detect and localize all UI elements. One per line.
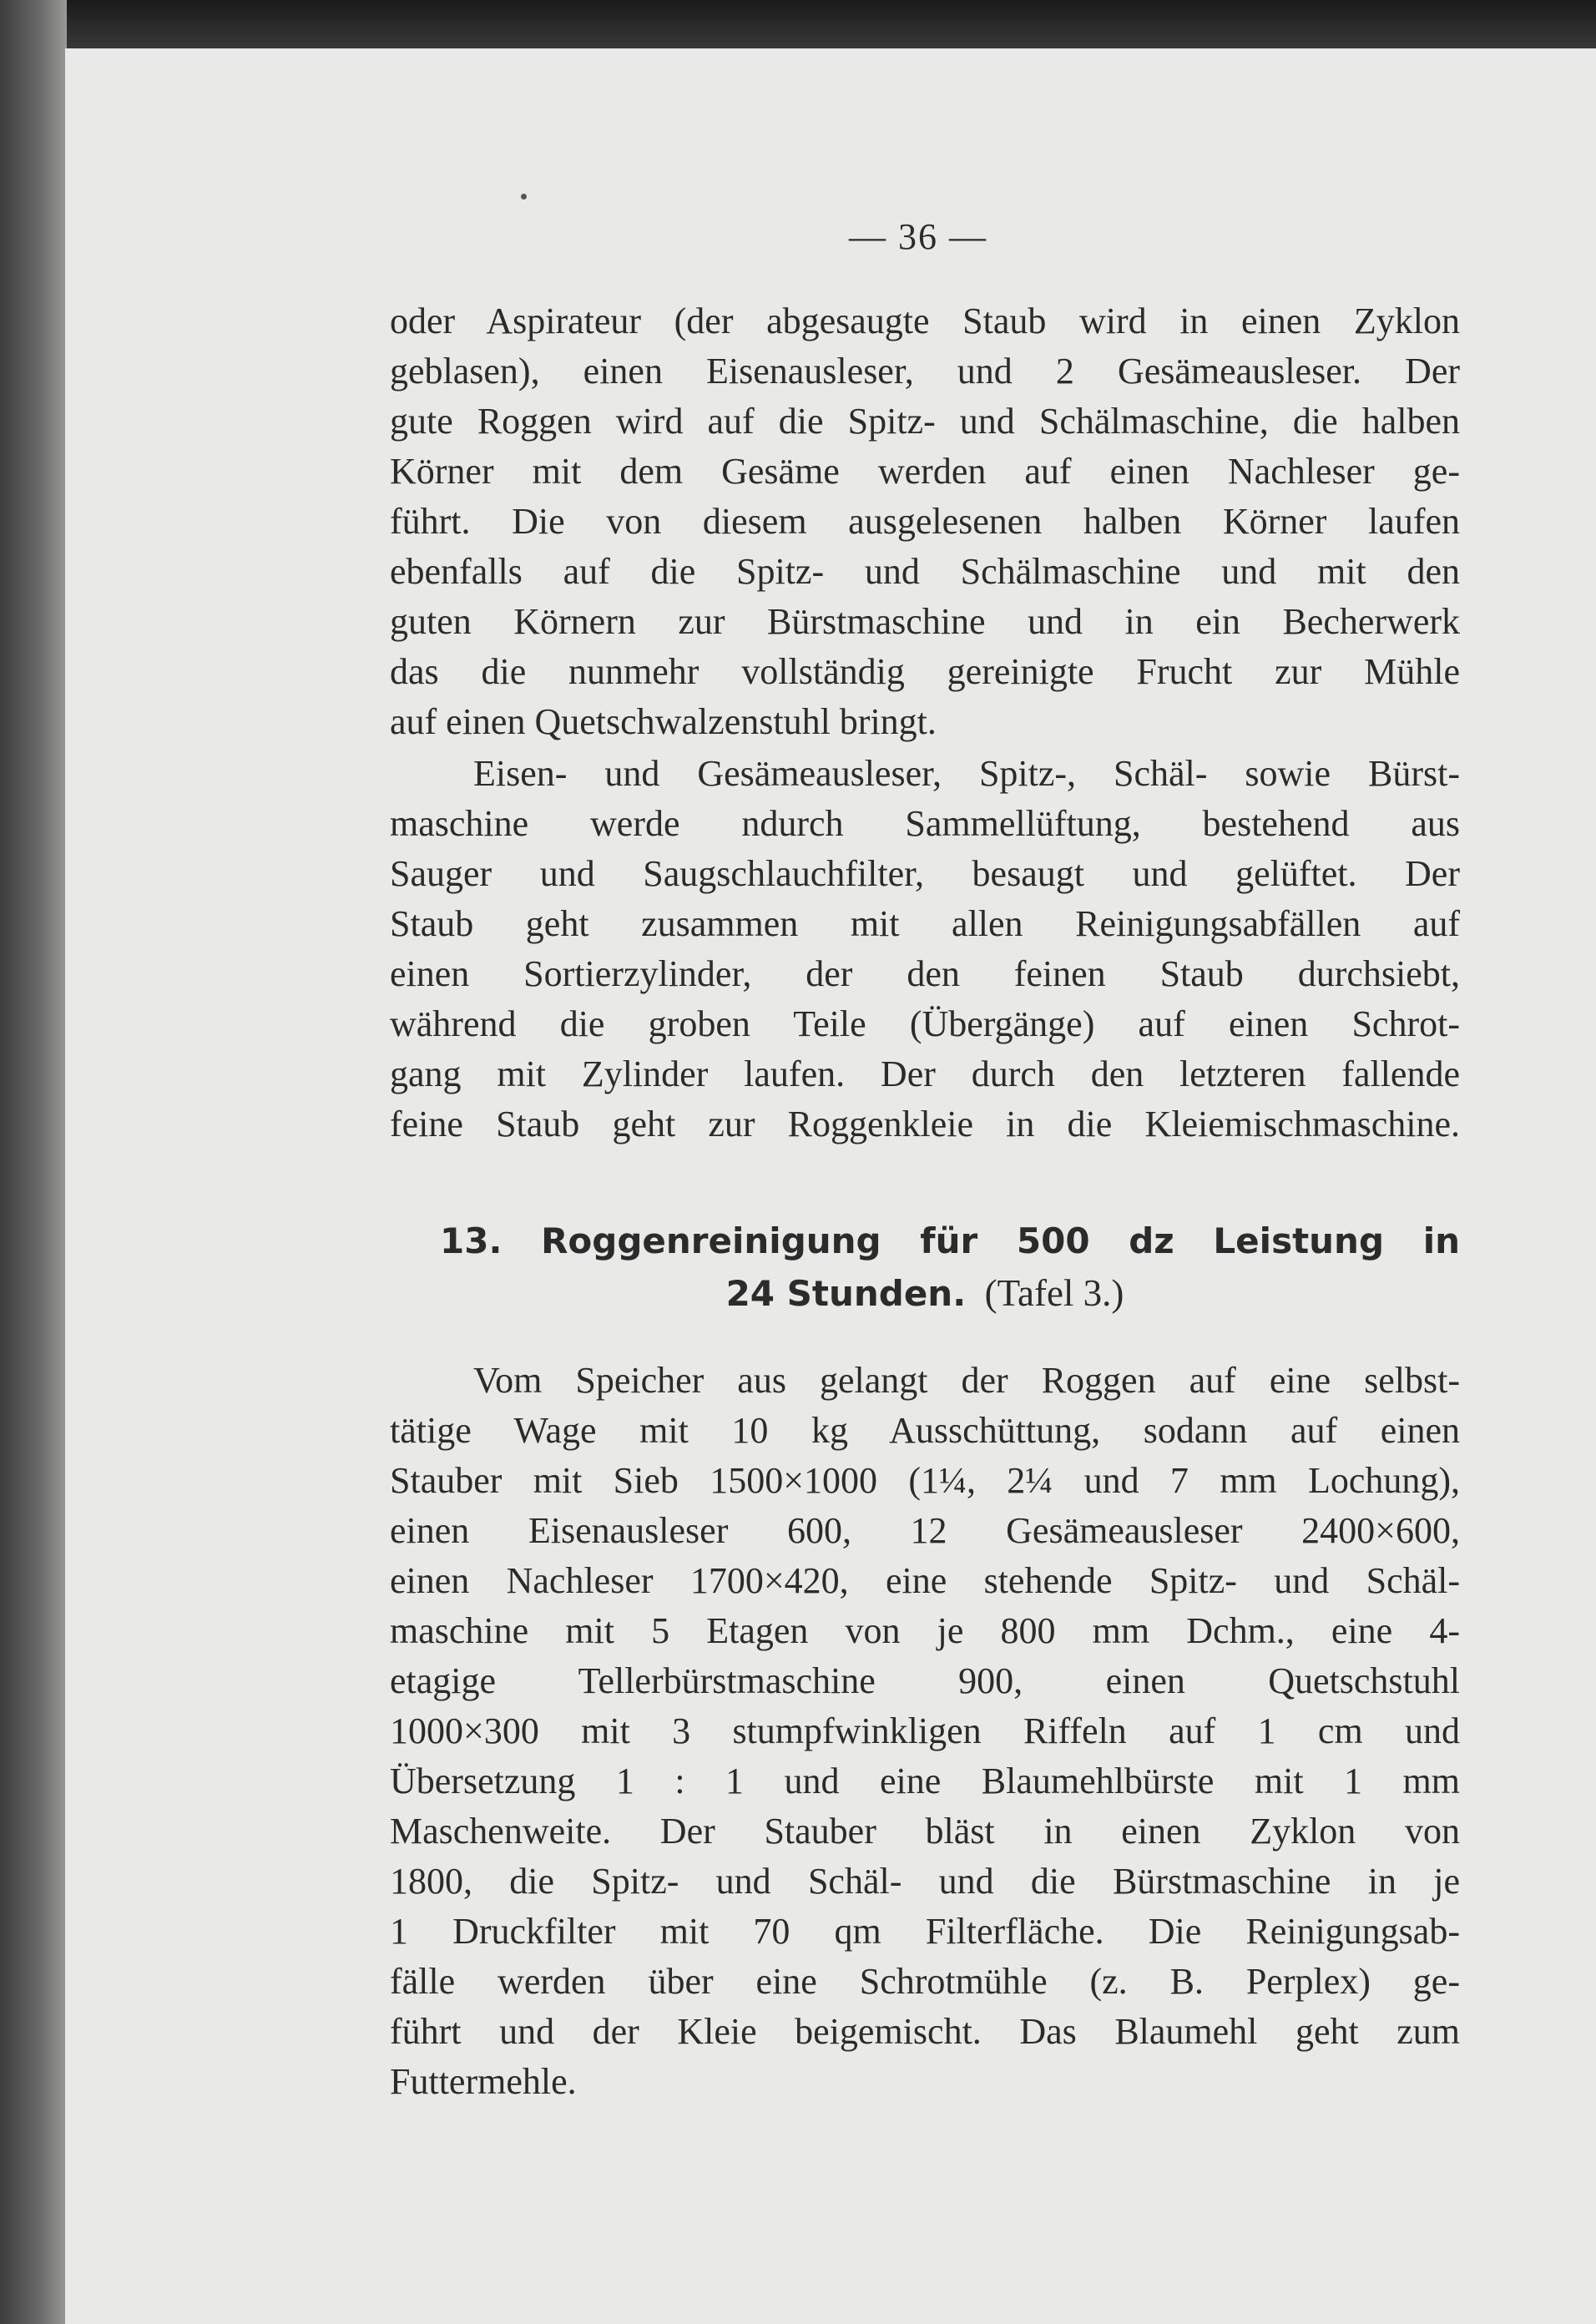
text-line: maschine werde ndurch Sammellüftung, bestehend aus xyxy=(390,803,1460,844)
text-line: einen Eisenausleser 600, 12 Gesämeausleser 2400×600, xyxy=(390,1510,1460,1551)
text-line: Vom Speicher aus gelangt der Roggen auf eine selbst- xyxy=(473,1360,1460,1401)
text-line: einen Nachleser 1700×420, eine stehende Spitz- und Schäl- xyxy=(390,1560,1460,1601)
text-line: oder Aspirateur (der abgesaugte Staub wird in einen Zyklon xyxy=(390,301,1460,341)
paragraph-2 xyxy=(390,749,1460,1149)
text-line: 1 Druckfilter mit 70 qm Filterfläche. Die Reinigungsab- xyxy=(390,1911,1460,1952)
text-line: maschine mit 5 Etagen von je 800 mm Dchm., eine 4- xyxy=(390,1610,1460,1651)
text-line: führt. Die von diesem ausgelesenen halben Körner laufen xyxy=(390,501,1460,542)
scan-binding-edge xyxy=(0,0,67,2324)
text-line: während die groben Teile (Übergänge) auf einen Schrot- xyxy=(390,1003,1460,1044)
ink-speck xyxy=(521,194,527,200)
text-line: führt und der Kleie beigemischt. Das Blaumehl geht zum xyxy=(390,2011,1460,2052)
paragraph-3 xyxy=(390,1356,1460,2107)
text-line: geblasen), einen Eisenausleser, und 2 Gesämeausleser. Der xyxy=(390,351,1460,392)
plate-reference: (Tafel 3.) xyxy=(984,1272,1124,1314)
page-number: — 36 — xyxy=(849,216,987,257)
text-line: guten Körnern zur Bürstmaschine und in ein Becherwerk xyxy=(390,601,1460,642)
text-line: Körner mit dem Gesäme werden auf einen Nachleser ge- xyxy=(390,451,1460,492)
text-line: Übersetzung 1 : 1 und eine Blaumehlbürste mit 1 mm xyxy=(390,1761,1460,1801)
text-line: etagige Tellerbürstmaschine 900, einen Quetschstuhl xyxy=(390,1660,1460,1701)
text-line: auf einen Quetschwalzenstuhl bringt. xyxy=(390,701,937,742)
text-line: tätige Wage mit 10 kg Ausschüttung, sodann auf einen xyxy=(390,1410,1460,1451)
text-line: das die nunmehr vollständig gereinigte Frucht zur Mühle xyxy=(390,651,1460,692)
text-line: Staub geht zusammen mit allen Reinigungsabfällen auf xyxy=(390,903,1460,944)
text-line: 1000×300 mit 3 stumpfwinkligen Riffeln auf 1 cm und xyxy=(390,1710,1460,1751)
text-line: Maschenweite. Der Stauber bläst in einen Zyklon von xyxy=(390,1811,1460,1852)
text-line: einen Sortierzylinder, der den feinen Staub durchsiebt, xyxy=(390,953,1460,994)
section-heading-line-1: 13. Roggenreinigung für 500 dz Leistung in xyxy=(440,1220,1460,1261)
text-line: Stauber mit Sieb 1500×1000 (1¼, 2¼ und 7 mm Lochung), xyxy=(390,1460,1460,1501)
section-heading-bold: 24 Stunden. xyxy=(725,1273,967,1314)
text-line: ebenfalls auf die Spitz- und Schälmaschine und mit den xyxy=(390,551,1460,592)
text-line: 1800, die Spitz- und Schäl- und die Bürstmaschine in je xyxy=(390,1861,1460,1902)
section-heading-line-2 xyxy=(390,1267,1460,1320)
text-line: gang mit Zylinder laufen. Der durch den letzteren fallende xyxy=(390,1053,1460,1094)
paragraph-1 xyxy=(390,296,1460,747)
section-heading xyxy=(390,1215,1460,1320)
text-line: fälle werden über eine Schrotmühle (z. B. Perplex) ge- xyxy=(390,1961,1460,2002)
text-line: Eisen- und Gesämeausleser, Spitz-, Schäl- sowie Bürst- xyxy=(473,753,1460,794)
text-line: feine Staub geht zur Roggenkleie in die Kleiemischmaschine. xyxy=(390,1104,1460,1144)
text-line: Sauger und Saugschlauchfilter, besaugt und gelüftet. Der xyxy=(390,853,1460,894)
text-line: Futtermehle. xyxy=(390,2061,577,2102)
scan-top-edge xyxy=(0,0,1596,52)
text-line: gute Roggen wird auf die Spitz- und Schälmaschine, die halben xyxy=(390,401,1460,442)
